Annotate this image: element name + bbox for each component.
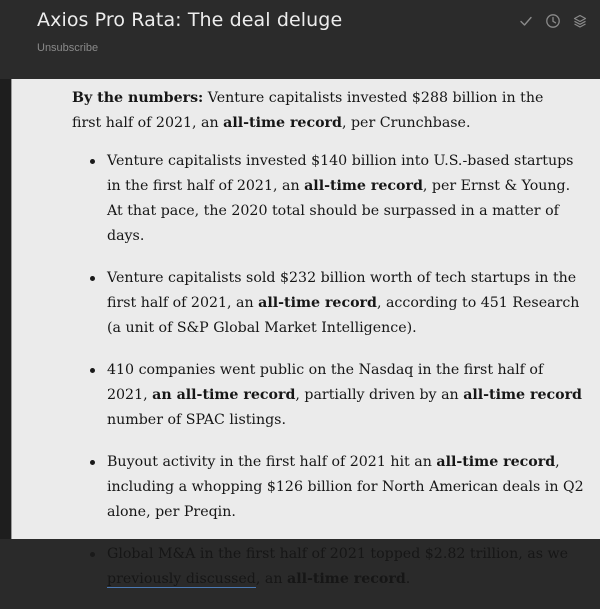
intro-text: Venture capitalists invested $288 billion in the first half of 2021, an [72, 90, 544, 131]
intro-highlight: all-time record [223, 115, 342, 131]
email-body [12, 79, 600, 587]
left-rail [0, 79, 12, 539]
layers-icon[interactable] [572, 13, 588, 29]
list-item [107, 450, 587, 525]
item-text: , including a whopping $126 billion for North American deals in Q2 alone, per Preqin. [107, 454, 584, 520]
item-highlight: an all-time record [152, 387, 296, 403]
item-text: , per Ernst & Young. At that pace, the 2020 total should be surpassed in a matter of days. [107, 178, 571, 244]
item-text: 410 companies went public on the Nasdaq in the first half of 2021, [107, 362, 544, 403]
item-text: Venture capitalists invested $140 billion into U.S.-based startups in the first half of 2021, an [107, 153, 574, 194]
list-item [107, 542, 587, 592]
item-text: Buyout activity in the first half of 2021 hit an [107, 454, 437, 470]
item-highlight: all-time record [463, 387, 582, 403]
intro-lead: By the numbers: [72, 90, 204, 106]
item-text: Global M&A in the first half of 2021 topped $2.82 trillion, as we [107, 546, 569, 562]
list-item [107, 266, 587, 341]
item-text: , an [255, 571, 287, 587]
intro-tail: , per Crunchbase. [341, 115, 471, 131]
previously-discussed-link[interactable]: previously discussed [107, 571, 256, 587]
list-item [107, 358, 587, 433]
item-highlight: all-time record [287, 571, 406, 587]
item-highlight: all-time record [436, 454, 556, 470]
clock-icon[interactable] [545, 13, 561, 29]
item-text: Venture capitalists sold $232 billion worth of tech startups in the first half of 2021, an [107, 270, 577, 311]
item-text: , partially driven by an [295, 387, 464, 403]
unsubscribe-link[interactable]: Unsubscribe [37, 42, 99, 54]
stats-list [78, 149, 587, 609]
header-actions [518, 13, 588, 29]
item-text: number of SPAC listings. [107, 412, 286, 428]
check-icon[interactable] [518, 13, 534, 29]
intro-paragraph [72, 86, 567, 136]
item-text: . [405, 571, 411, 587]
list-item [107, 149, 587, 249]
item-highlight: all-time record [304, 178, 423, 194]
email-header [0, 0, 600, 79]
item-highlight: all-time record [258, 295, 377, 311]
email-title: Axios Pro Rata: The deal deluge [37, 9, 343, 31]
item-text: , according to 451 Research (a unit of S&P Global Market Intelligence). [107, 295, 580, 336]
